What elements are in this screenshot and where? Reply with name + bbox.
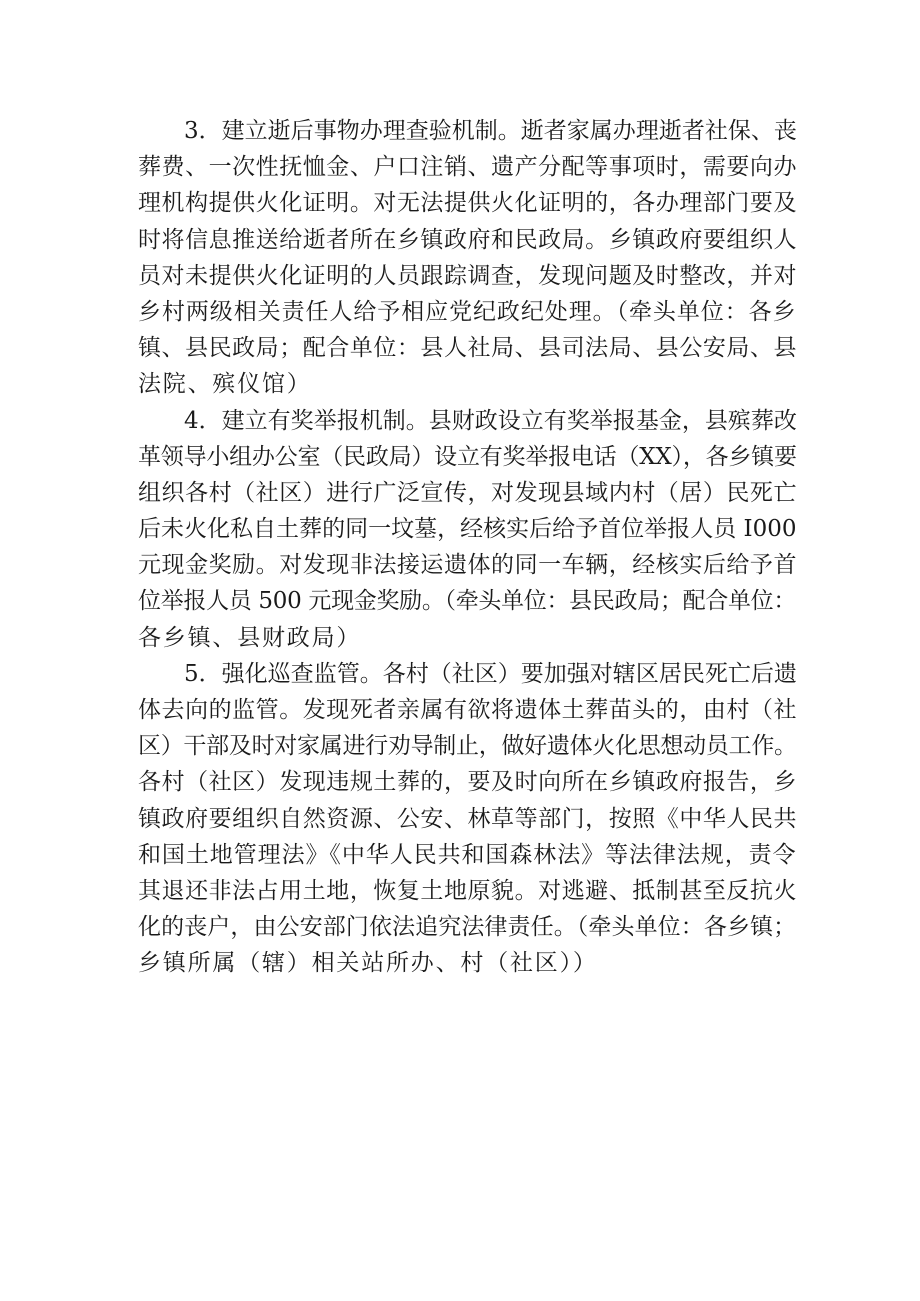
paragraph-line: 乡村两级相关责任人给予相应党纪政纪处理。（牵头单位：各乡 <box>138 298 797 325</box>
paragraph-line: 理机构提供火化证明。对无法提供火化证明的，各办理部门要及 <box>138 190 797 217</box>
paragraph-line: 化的丧户，由公安部门依法追究法律责任。（牵头单位：各乡镇； <box>138 914 797 941</box>
paragraph-line: 区）干部及时对家属进行劝导制止，做好遗体火化思想动员工作。 <box>138 733 797 760</box>
document-body <box>138 113 798 982</box>
paragraph-line: 4．建立有奖举报机制。县财政设立有奖举报基金，县殡葬改 <box>184 407 797 434</box>
paragraph-3 <box>138 113 798 403</box>
paragraph-5 <box>138 656 798 982</box>
paragraph-line: 各村（社区）发现违规土葬的，要及时向所在乡镇政府报告，乡 <box>138 769 797 796</box>
paragraph-line: 位举报人员 500 元现金奖励。（牵头单位：县民政局；配合单位： <box>138 588 797 615</box>
paragraph-line: 其退还非法占用土地，恢复土地原貌。对逃避、抵制甚至反抗火 <box>138 877 797 904</box>
paragraph-line: 员对未提供火化证明的人员跟踪调查，发现问题及时整改，并对 <box>138 262 797 289</box>
paragraph-line: 法院、殡仪馆） <box>138 371 312 398</box>
paragraph-line: 葬费、一次性抚恤金、户口注销、遗产分配等事项时，需要向办 <box>138 154 797 181</box>
paragraph-line: 时将信息推送给逝者所在乡镇政府和民政局。乡镇政府要组织人 <box>138 226 797 253</box>
paragraph-4 <box>138 403 798 656</box>
paragraph-line: 镇政府要组织自然资源、公安、林草等部门，按照《中华人民共 <box>138 805 797 832</box>
paragraph-line: 体去向的监管。发现死者亲属有欲将遗体土葬苗头的，由村（社 <box>138 697 797 723</box>
paragraph-line: 和国土地管理法》《中华人民共和国森林法》等法律法规，责令 <box>138 841 797 868</box>
paragraph-line: 5．强化巡查监管。各村（社区）要加强对辖区居民死亡后遗 <box>184 660 797 687</box>
paragraph-line: 3．建立逝后事物办理查验机制。逝者家属办理逝者社保、丧 <box>184 118 797 144</box>
paragraph-line: 镇、县民政局；配合单位：县人社局、县司法局、县公安局、县 <box>138 335 797 362</box>
paragraph-line: 后未火化私自土葬的同一坟墓，经核实后给予首位举报人员 I000 <box>138 516 797 543</box>
paragraph-line: 乡镇所属（辖）相关站所办、村（社区）） <box>138 950 598 977</box>
paragraph-line: 组织各村（社区）进行广泛宣传，对发现县域内村（居）民死亡 <box>138 479 797 506</box>
paragraph-line: 各乡镇、县财政局） <box>138 624 362 651</box>
paragraph-line: 革领导小组办公室（民政局）设立有奖举报电话（XX），各乡镇要 <box>138 443 797 470</box>
paragraph-line: 元现金奖励。对发现非法接运遗体的同一车辆，经核实后给予首 <box>138 552 797 579</box>
